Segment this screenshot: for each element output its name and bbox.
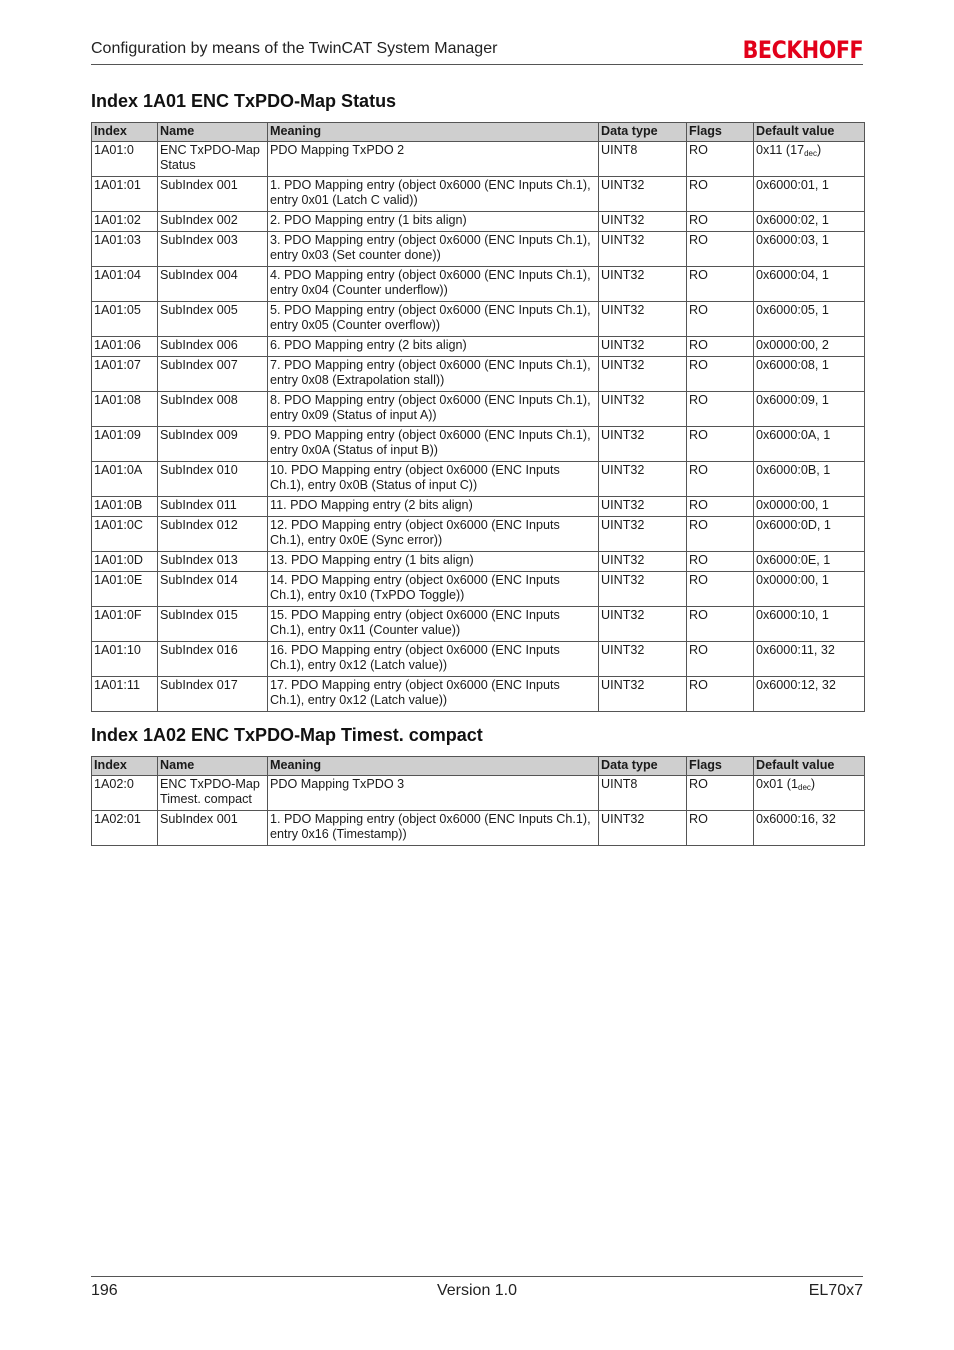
cell-index: 1A01:03 [92,232,158,267]
cell-meaning: 9. PDO Mapping entry (object 0x6000 (ENC Inputs Ch.1), entry 0x0A (Status of input B)) [268,427,599,462]
default-value-text: 0x11 (17 [756,143,805,157]
cell-default-value: 0x6000:09, 1 [754,392,865,427]
cell-flags: RO [687,517,754,552]
cell-name: SubIndex 015 [158,607,268,642]
cell-default-value: 0x6000:01, 1 [754,177,865,212]
cell-index: 1A02:0 [92,776,158,811]
table-header-row [92,123,865,142]
cell-index: 1A01:07 [92,357,158,392]
cell-data-type: UINT8 [599,776,687,811]
table-row [92,552,865,572]
cell-default-value: 0x6000:0E, 1 [754,552,865,572]
column-header-index: Index [92,757,158,776]
cell-default-value: 0x6000:05, 1 [754,302,865,337]
cell-index: 1A01:0E [92,572,158,607]
cell-default-value: 0x0000:00, 1 [754,497,865,517]
cell-data-type: UINT32 [599,552,687,572]
table-row [92,677,865,712]
cell-data-type: UINT32 [599,642,687,677]
cell-meaning: 6. PDO Mapping entry (2 bits align) [268,337,599,357]
cell-name: SubIndex 008 [158,392,268,427]
cell-default-value: 0x6000:11, 32 [754,642,865,677]
default-value-subscript: dec [798,783,811,792]
cell-data-type: UINT32 [599,462,687,497]
cell-flags: RO [687,267,754,302]
cell-meaning: 13. PDO Mapping entry (1 bits align) [268,552,599,572]
cell-meaning: 12. PDO Mapping entry (object 0x6000 (ENC Inputs Ch.1), entry 0x0E (Sync error)) [268,517,599,552]
cell-flags: RO [687,462,754,497]
cell-flags: RO [687,142,754,177]
cell-index: 1A01:09 [92,427,158,462]
table-row [92,497,865,517]
table-row [92,776,865,811]
table-row [92,642,865,677]
table-row [92,607,865,642]
cell-default-value: 0x6000:08, 1 [754,357,865,392]
cell-name: SubIndex 001 [158,811,268,846]
cell-name: SubIndex 001 [158,177,268,212]
cell-data-type: UINT32 [599,302,687,337]
table-row [92,177,865,212]
cell-data-type: UINT32 [599,677,687,712]
table-row [92,517,865,552]
cell-name: ENC TxPDO-Map Timest. compact [158,776,268,811]
cell-default-value: 0x6000:16, 32 [754,811,865,846]
cell-name: SubIndex 005 [158,302,268,337]
cell-data-type: UINT8 [599,142,687,177]
cell-name: SubIndex 010 [158,462,268,497]
cell-meaning: 4. PDO Mapping entry (object 0x6000 (ENC Inputs Ch.1), entry 0x04 (Counter underflow)) [268,267,599,302]
cell-data-type: UINT32 [599,517,687,552]
table-row [92,212,865,232]
cell-flags: RO [687,302,754,337]
cell-name: SubIndex 009 [158,427,268,462]
column-header-flags: Flags [687,757,754,776]
cell-flags: RO [687,607,754,642]
column-header-name: Name [158,757,268,776]
cell-flags: RO [687,811,754,846]
beckhoff-logo: BECKHOFF [742,36,863,64]
cell-index: 1A01:0 [92,142,158,177]
cell-index: 1A01:06 [92,337,158,357]
cell-default-value: 0x6000:12, 32 [754,677,865,712]
column-header-default-value: Default value [754,757,865,776]
cell-data-type: UINT32 [599,337,687,357]
cell-flags: RO [687,677,754,712]
cell-index: 1A02:01 [92,811,158,846]
table-row [92,267,865,302]
table-row [92,427,865,462]
cell-index: 1A01:0B [92,497,158,517]
default-value-close: ) [810,777,816,791]
cell-meaning: 11. PDO Mapping entry (2 bits align) [268,497,599,517]
cell-flags: RO [687,776,754,811]
table-row [92,357,865,392]
cell-meaning: 17. PDO Mapping entry (object 0x6000 (ENC Inputs Ch.1), entry 0x12 (Latch value)) [268,677,599,712]
cell-meaning: 14. PDO Mapping entry (object 0x6000 (ENC Inputs Ch.1), entry 0x10 (TxPDO Toggle)) [268,572,599,607]
column-header-default-value: Default value [754,123,865,142]
cell-meaning: 2. PDO Mapping entry (1 bits align) [268,212,599,232]
cell-name: ENC TxPDO-Map Status [158,142,268,177]
cell-index: 1A01:0D [92,552,158,572]
default-value-subscript: dec [804,149,817,158]
cell-meaning: PDO Mapping TxPDO 2 [268,142,599,177]
column-header-index: Index [92,123,158,142]
cell-data-type: UINT32 [599,232,687,267]
default-value-close: ) [816,143,822,157]
cell-index: 1A01:10 [92,642,158,677]
table-row [92,572,865,607]
cell-meaning: PDO Mapping TxPDO 3 [268,776,599,811]
cell-default-value: 0x6000:0B, 1 [754,462,865,497]
pdo-map-timestamp-table [91,756,865,846]
cell-default-value: 0x0000:00, 2 [754,337,865,357]
cell-flags: RO [687,427,754,462]
cell-meaning: 8. PDO Mapping entry (object 0x6000 (ENC Inputs Ch.1), entry 0x09 (Status of input A)) [268,392,599,427]
cell-meaning: 1. PDO Mapping entry (object 0x6000 (ENC Inputs Ch.1), entry 0x16 (Timestamp)) [268,811,599,846]
cell-data-type: UINT32 [599,177,687,212]
column-header-meaning: Meaning [268,123,599,142]
cell-index: 1A01:01 [92,177,158,212]
cell-default-value [754,776,865,811]
cell-meaning: 3. PDO Mapping entry (object 0x6000 (ENC Inputs Ch.1), entry 0x03 (Set counter done)) [268,232,599,267]
cell-name: SubIndex 013 [158,552,268,572]
cell-default-value: 0x6000:0A, 1 [754,427,865,462]
section2-title: Index 1A02 ENC TxPDO-Map Timest. compact [91,725,483,745]
cell-index: 1A01:04 [92,267,158,302]
cell-data-type: UINT32 [599,497,687,517]
cell-data-type: UINT32 [599,392,687,427]
column-header-flags: Flags [687,123,754,142]
column-header-data-type: Data type [599,757,687,776]
cell-default-value [754,142,865,177]
cell-flags: RO [687,552,754,572]
cell-flags: RO [687,212,754,232]
cell-name: SubIndex 004 [158,267,268,302]
page-footer [91,1276,863,1305]
default-value-text: 0x01 (1 [756,777,799,791]
table-row [92,232,865,267]
cell-default-value: 0x6000:03, 1 [754,232,865,267]
cell-data-type: UINT32 [599,267,687,302]
cell-index: 1A01:05 [92,302,158,337]
cell-default-value: 0x6000:10, 1 [754,607,865,642]
cell-name: SubIndex 011 [158,497,268,517]
header-title: Configuration by means of the TwinCAT System Manager [91,40,498,57]
cell-index: 1A01:0C [92,517,158,552]
cell-meaning: 10. PDO Mapping entry (object 0x6000 (ENC Inputs Ch.1), entry 0x0B (Status of input C)) [268,462,599,497]
cell-flags: RO [687,497,754,517]
cell-flags: RO [687,337,754,357]
cell-default-value: 0x6000:0D, 1 [754,517,865,552]
cell-data-type: UINT32 [599,572,687,607]
page-number: 196 [91,1282,118,1299]
table-header-row [92,757,865,776]
cell-name: SubIndex 003 [158,232,268,267]
cell-data-type: UINT32 [599,212,687,232]
cell-flags: RO [687,357,754,392]
product-name: EL70x7 [808,1282,863,1299]
cell-name: SubIndex 012 [158,517,268,552]
table-row [92,811,865,846]
version-label: Version 1.0 [436,1282,518,1299]
cell-default-value: 0x6000:04, 1 [754,267,865,302]
cell-default-value: 0x6000:02, 1 [754,212,865,232]
cell-name: SubIndex 002 [158,212,268,232]
column-header-meaning: Meaning [268,757,599,776]
cell-name: SubIndex 017 [158,677,268,712]
cell-meaning: 16. PDO Mapping entry (object 0x6000 (ENC Inputs Ch.1), entry 0x12 (Latch value)) [268,642,599,677]
cell-index: 1A01:0A [92,462,158,497]
cell-flags: RO [687,642,754,677]
column-header-data-type: Data type [599,123,687,142]
cell-meaning: 5. PDO Mapping entry (object 0x6000 (ENC Inputs Ch.1), entry 0x05 (Counter overflow)) [268,302,599,337]
cell-index: 1A01:08 [92,392,158,427]
cell-name: SubIndex 006 [158,337,268,357]
cell-flags: RO [687,572,754,607]
cell-meaning: 7. PDO Mapping entry (object 0x6000 (ENC Inputs Ch.1), entry 0x08 (Extrapolation stall)) [268,357,599,392]
cell-data-type: UINT32 [599,427,687,462]
cell-flags: RO [687,232,754,267]
cell-data-type: UINT32 [599,811,687,846]
pdo-map-status-table [91,122,865,712]
cell-data-type: UINT32 [599,607,687,642]
column-header-name: Name [158,123,268,142]
cell-index: 1A01:02 [92,212,158,232]
cell-data-type: UINT32 [599,357,687,392]
cell-name: SubIndex 016 [158,642,268,677]
section1-title: Index 1A01 ENC TxPDO-Map Status [91,91,397,111]
cell-flags: RO [687,392,754,427]
table-row [92,392,865,427]
table-row [92,337,865,357]
table-row [92,462,865,497]
table-row [92,142,865,177]
cell-flags: RO [687,177,754,212]
cell-index: 1A01:0F [92,607,158,642]
cell-default-value: 0x0000:00, 1 [754,572,865,607]
cell-meaning: 15. PDO Mapping entry (object 0x6000 (ENC Inputs Ch.1), entry 0x11 (Counter value)) [268,607,599,642]
cell-index: 1A01:11 [92,677,158,712]
page-header [91,38,863,65]
cell-meaning: 1. PDO Mapping entry (object 0x6000 (ENC Inputs Ch.1), entry 0x01 (Latch C valid)) [268,177,599,212]
cell-name: SubIndex 014 [158,572,268,607]
cell-name: SubIndex 007 [158,357,268,392]
table-row [92,302,865,337]
